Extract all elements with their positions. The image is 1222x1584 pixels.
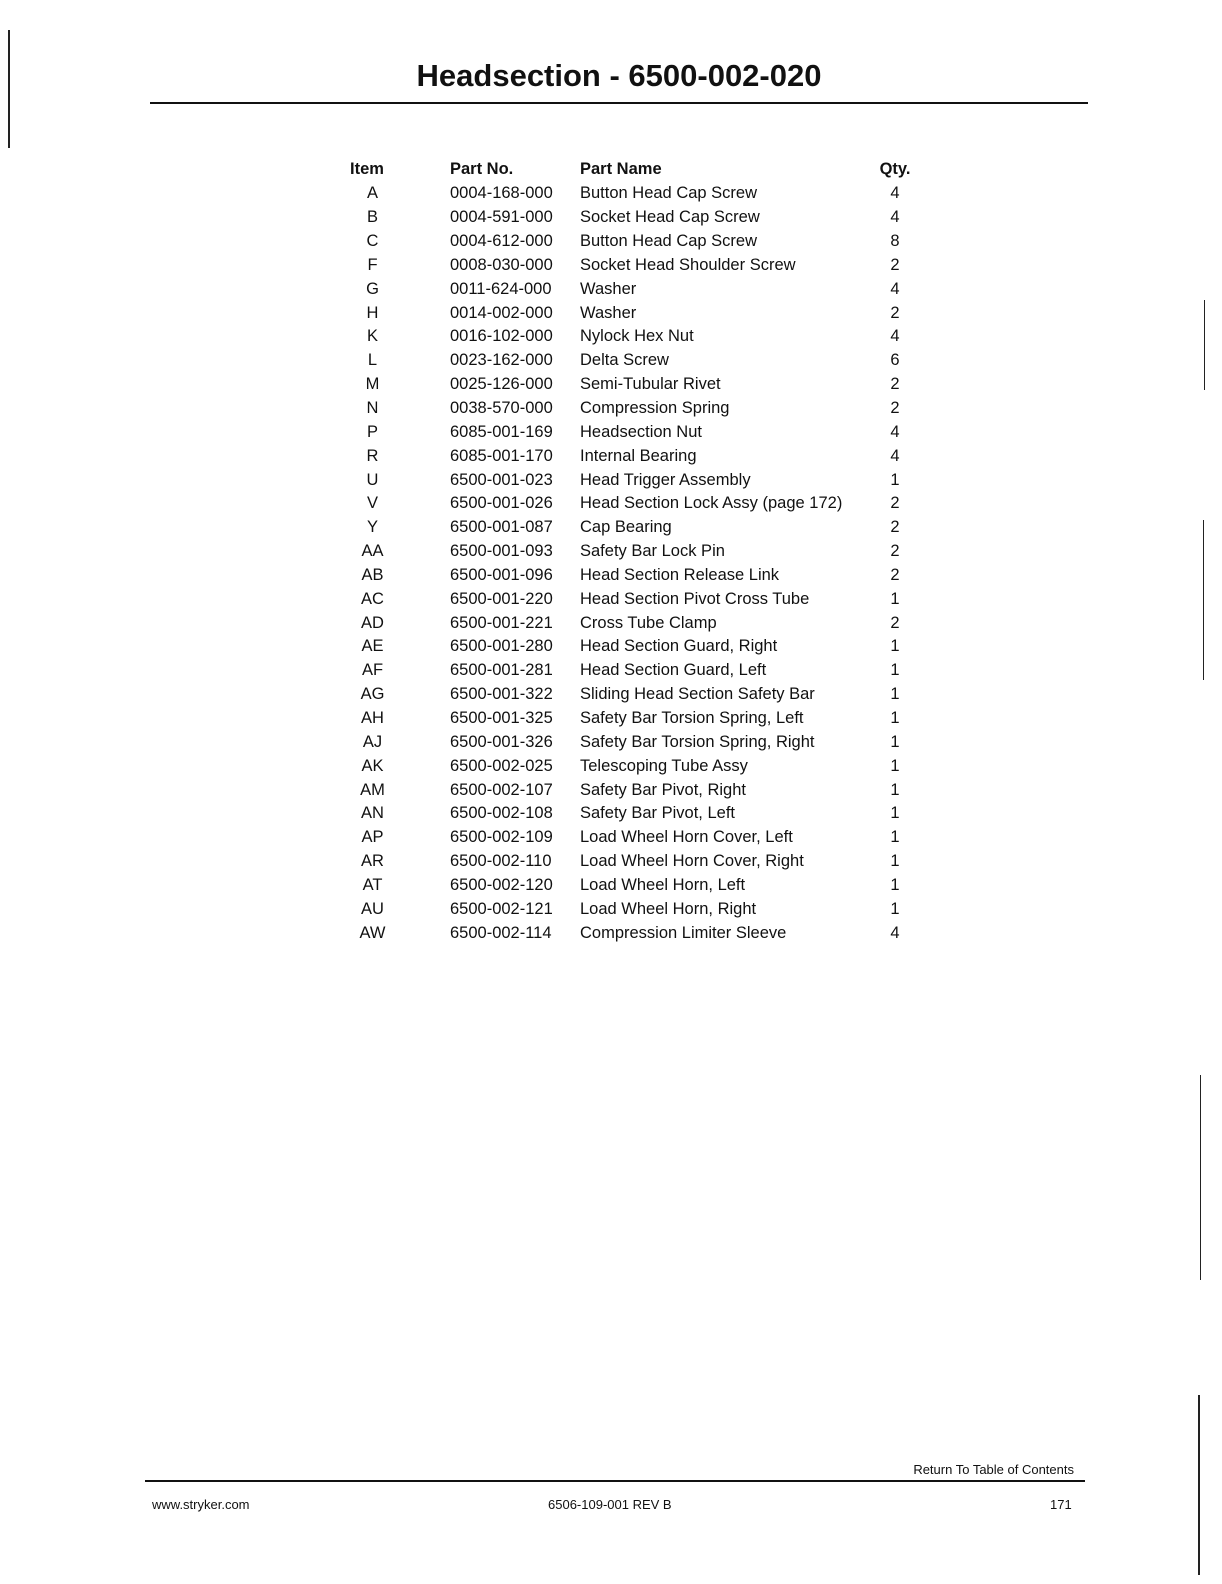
table-row	[340, 397, 960, 421]
row-part-name: Load Wheel Horn Cover, Right	[580, 852, 804, 871]
row-item: U	[366, 470, 379, 489]
row-part-no: 0023-162-000	[450, 351, 553, 370]
row-part-no: 6500-001-325	[450, 708, 553, 727]
row-qty: 2	[890, 542, 900, 561]
row-qty: 4	[890, 327, 900, 346]
row-part-name: Head Trigger Assembly	[580, 470, 751, 489]
row-item: A	[366, 184, 378, 203]
row-item: AK	[361, 756, 384, 775]
table-row	[340, 301, 960, 325]
scan-edge-line-right-4	[1198, 1395, 1200, 1575]
row-part-no: 6500-001-096	[450, 565, 553, 584]
row-qty: 1	[890, 852, 900, 871]
row-qty: 1	[890, 685, 900, 704]
row-item: AH	[361, 708, 384, 727]
row-part-no: 6085-001-169	[450, 422, 553, 441]
table-row	[340, 230, 960, 254]
row-item: AR	[361, 852, 384, 871]
row-qty: 4	[890, 923, 900, 942]
row-item: C	[366, 232, 379, 251]
row-part-no: 6500-001-093	[450, 542, 553, 561]
table-row	[340, 373, 960, 397]
row-qty: 1	[890, 756, 900, 775]
row-qty: 4	[890, 184, 900, 203]
row-part-name: Head Section Lock Assy (page 172)	[580, 494, 843, 513]
row-part-name: Nylock Hex Nut	[580, 327, 694, 346]
row-qty: 1	[890, 708, 900, 727]
row-qty: 4	[890, 208, 900, 227]
footer-rule	[145, 1480, 1085, 1482]
row-part-no: 0038-570-000	[450, 399, 553, 418]
table-row	[340, 707, 960, 731]
row-item: L	[367, 351, 378, 370]
row-part-name: Socket Head Shoulder Screw	[580, 255, 796, 274]
header-item: Item	[350, 159, 384, 178]
row-qty: 8	[890, 232, 900, 251]
table-row	[340, 659, 960, 683]
row-qty: 1	[890, 899, 900, 918]
row-qty: 1	[890, 661, 900, 680]
row-item: M	[365, 375, 380, 394]
scan-edge-line-right-3	[1200, 1075, 1201, 1280]
row-part-name: Compression Spring	[580, 399, 730, 418]
table-row	[340, 778, 960, 802]
table-row	[340, 349, 960, 373]
row-item: AN	[361, 804, 384, 823]
row-qty: 2	[890, 518, 900, 537]
row-part-no: 6500-002-120	[450, 875, 553, 894]
table-row	[340, 635, 960, 659]
header-part-name: Part Name	[580, 159, 662, 178]
scan-edge-line-left	[8, 30, 10, 148]
row-item: AA	[361, 542, 384, 561]
row-item: AB	[361, 565, 384, 584]
row-qty: 4	[890, 446, 900, 465]
row-part-no: 6085-001-170	[450, 446, 553, 465]
scan-edge-line-right-2	[1203, 520, 1204, 680]
row-part-name: Safety Bar Pivot, Left	[580, 804, 735, 823]
row-item: K	[366, 327, 378, 346]
row-item: N	[366, 399, 379, 418]
row-item: R	[366, 446, 379, 465]
table-row	[340, 850, 960, 874]
table-row	[340, 444, 960, 468]
row-part-no: 6500-002-108	[450, 804, 553, 823]
row-part-no: 0004-612-000	[450, 232, 553, 251]
row-part-name: Head Section Guard, Left	[580, 661, 767, 680]
table-row	[340, 897, 960, 921]
row-qty: 1	[890, 780, 900, 799]
row-item: P	[366, 422, 378, 441]
row-part-no: 6500-001-026	[450, 494, 553, 513]
row-item: AU	[361, 899, 384, 918]
table-row	[340, 468, 960, 492]
row-item: V	[366, 494, 378, 513]
row-part-no: 0011-624-000	[450, 279, 552, 298]
page-number: 171	[1050, 1497, 1072, 1512]
row-item: AM	[360, 780, 385, 799]
row-part-name: Safety Bar Lock Pin	[580, 542, 725, 561]
row-part-no: 6500-001-087	[450, 518, 553, 537]
row-part-no: 6500-002-107	[450, 780, 553, 799]
table-row	[340, 730, 960, 754]
row-part-name: Load Wheel Horn, Left	[580, 875, 746, 894]
row-part-name: Safety Bar Torsion Spring, Right	[580, 732, 815, 751]
footer-website: www.stryker.com	[152, 1497, 250, 1512]
row-part-name: Safety Bar Torsion Spring, Left	[580, 708, 804, 727]
row-part-name: Delta Screw	[580, 351, 669, 370]
row-item: AG	[360, 685, 385, 704]
row-part-name: Load Wheel Horn Cover, Left	[580, 828, 793, 847]
parts-table	[340, 156, 960, 945]
row-part-no: 0016-102-000	[450, 327, 553, 346]
table-row	[340, 754, 960, 778]
row-item: H	[366, 303, 379, 322]
row-qty: 2	[890, 255, 900, 274]
row-part-name: Cap Bearing	[580, 518, 672, 537]
row-item: AJ	[362, 732, 383, 751]
row-part-no: 6500-001-220	[450, 589, 553, 608]
table-header-row	[340, 156, 960, 182]
row-part-no: 6500-002-121	[450, 899, 553, 918]
row-part-no: 6500-002-025	[450, 756, 553, 775]
row-qty: 1	[890, 637, 900, 656]
row-qty: 1	[890, 828, 900, 847]
row-qty: 6	[890, 351, 900, 370]
table-row	[340, 826, 960, 850]
row-part-name: Compression Limiter Sleeve	[580, 923, 787, 942]
row-part-name: Cross Tube Clamp	[580, 613, 717, 632]
table-body	[340, 182, 960, 945]
row-qty: 2	[890, 565, 900, 584]
table-row	[340, 683, 960, 707]
row-qty: 1	[890, 470, 900, 489]
table-row	[340, 492, 960, 516]
row-part-name: Button Head Cap Screw	[580, 184, 758, 203]
table-row	[340, 254, 960, 278]
table-row	[340, 921, 960, 945]
row-part-name: Semi-Tubular Rivet	[580, 375, 721, 394]
row-qty: 4	[890, 279, 900, 298]
row-part-no: 6500-001-221	[450, 613, 553, 632]
row-item: Y	[366, 518, 378, 537]
row-item: AW	[359, 923, 386, 942]
table-row	[340, 325, 960, 349]
row-item: F	[367, 255, 378, 274]
row-part-no: 0004-168-000	[450, 184, 553, 203]
row-item: AE	[361, 637, 384, 656]
row-qty: 2	[890, 303, 900, 322]
row-part-name: Headsection Nut	[580, 422, 702, 441]
footer-doc-number: 6506-109-001 REV B	[548, 1497, 672, 1512]
row-part-name: Internal Bearing	[580, 446, 697, 465]
header-part-no: Part No.	[450, 159, 514, 178]
row-part-name: Sliding Head Section Safety Bar	[580, 685, 815, 704]
row-part-no: 0014-002-000	[450, 303, 553, 322]
page-title: Headsection - 6500-002-020	[416, 58, 822, 93]
row-part-no: 6500-001-280	[450, 637, 553, 656]
row-part-no: 6500-001-023	[450, 470, 553, 489]
row-qty: 1	[890, 804, 900, 823]
row-item: AT	[362, 875, 383, 894]
row-part-name: Washer	[580, 303, 637, 322]
row-part-no: 0004-591-000	[450, 208, 553, 227]
table-row	[340, 564, 960, 588]
row-qty: 4	[890, 422, 900, 441]
row-qty: 1	[890, 875, 900, 894]
table-row	[340, 420, 960, 444]
table-row	[340, 516, 960, 540]
row-part-no: 6500-002-114	[450, 923, 552, 942]
row-part-name: Safety Bar Pivot, Right	[580, 780, 746, 799]
row-qty: 2	[890, 494, 900, 513]
row-part-no: 0025-126-000	[450, 375, 553, 394]
row-item: B	[366, 208, 378, 227]
row-item: G	[366, 279, 379, 298]
row-qty: 1	[890, 589, 900, 608]
table-row	[340, 277, 960, 301]
row-part-no: 6500-001-281	[450, 661, 553, 680]
row-part-no: 6500-002-109	[450, 828, 553, 847]
return-to-toc-link[interactable]: Return To Table of Contents	[913, 1462, 1074, 1477]
row-part-no: 6500-002-110	[450, 852, 552, 871]
table-row	[340, 587, 960, 611]
row-item: AF	[361, 661, 384, 680]
row-item: AP	[361, 828, 384, 847]
row-part-name: Head Section Guard, Right	[580, 637, 778, 656]
row-part-name: Washer	[580, 279, 637, 298]
row-part-no: 0008-030-000	[450, 255, 553, 274]
row-part-no: 6500-001-322	[450, 685, 553, 704]
title-rule	[150, 102, 1088, 104]
table-row	[340, 611, 960, 635]
row-part-name: Button Head Cap Screw	[580, 232, 758, 251]
scan-edge-line-right-1	[1204, 300, 1205, 390]
row-part-name: Telescoping Tube Assy	[580, 756, 748, 775]
row-part-name: Socket Head Cap Screw	[580, 208, 760, 227]
row-qty: 1	[890, 732, 900, 751]
row-part-name: Head Section Pivot Cross Tube	[580, 589, 810, 608]
row-item: AC	[361, 589, 384, 608]
table-row	[340, 540, 960, 564]
header-qty: Qty.	[879, 159, 911, 178]
row-qty: 2	[890, 399, 900, 418]
row-qty: 2	[890, 613, 900, 632]
table-row	[340, 206, 960, 230]
table-row	[340, 873, 960, 897]
row-part-name: Head Section Release Link	[580, 565, 780, 584]
row-item: AD	[361, 613, 384, 632]
row-part-no: 6500-001-326	[450, 732, 553, 751]
row-qty: 2	[890, 375, 900, 394]
row-part-name: Load Wheel Horn, Right	[580, 899, 757, 918]
table-row	[340, 182, 960, 206]
table-row	[340, 802, 960, 826]
